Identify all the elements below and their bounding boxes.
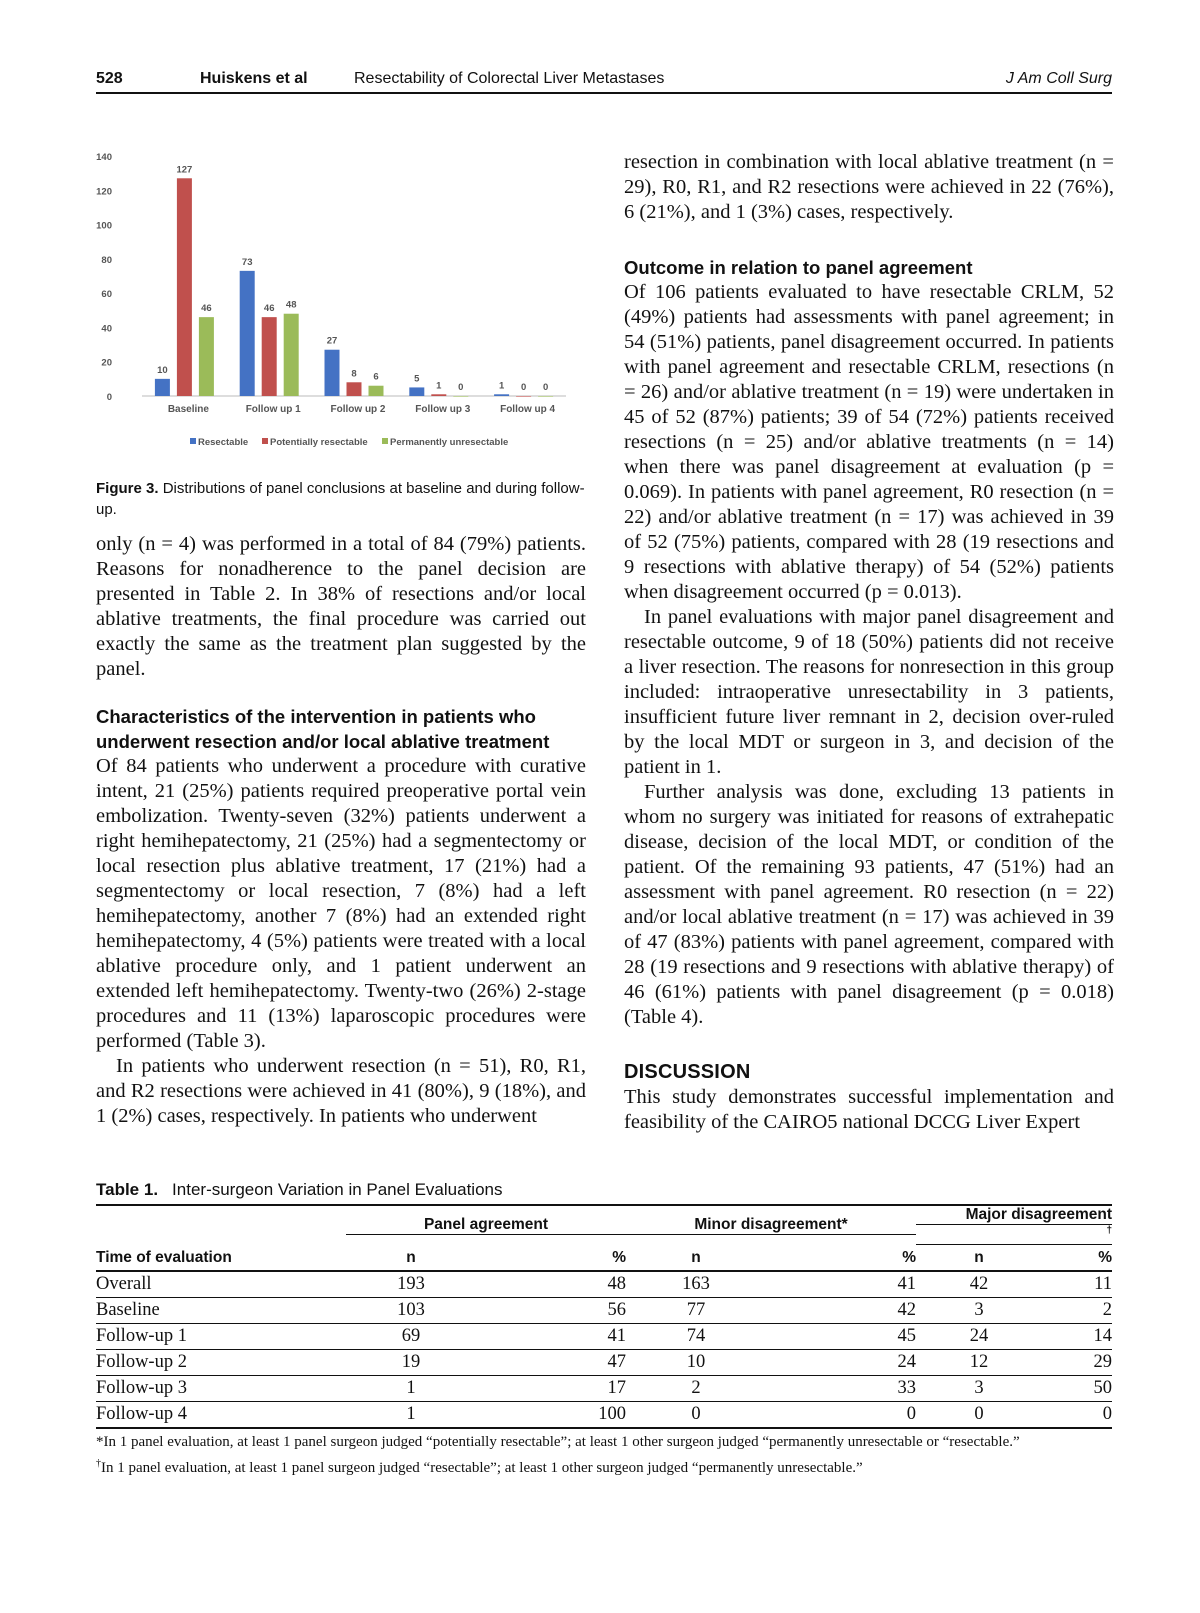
cell-n: 103: [346, 1298, 476, 1324]
table-row: [96, 1298, 1112, 1324]
cell-pct: 100: [476, 1402, 626, 1429]
cell-n: 3: [916, 1298, 1042, 1324]
figure-caption: [96, 478, 586, 520]
bar-permanently-unresectable: [199, 317, 214, 396]
x-tick-label: Baseline: [167, 404, 209, 415]
dagger-marker: †: [96, 1458, 101, 1470]
x-tick-label: Follow up 2: [330, 404, 386, 415]
table-row: [96, 1324, 1112, 1350]
data-label: 0: [458, 382, 464, 393]
cell-n: 2: [626, 1376, 766, 1402]
cell-pct: 42: [766, 1298, 916, 1324]
bar-permanently-unresectable: [453, 396, 468, 397]
header-n: n: [916, 1245, 1042, 1271]
data-label: 5: [414, 373, 420, 385]
right-paragraph-4: Further analysis was done, excluding 13 patients in whom no surgery was initiated for reasons of extrahepatic disease, decision of the local MDT, or condition of the patient. Of the remaining 93 patients, 47 (51%) had an assessment with panel agreement. R0 resection (n = 22) and/or local ablative treatment (n = 17) was achieved in 39 of 47 (83%) patients with panel agreement, compared with 28 (19 resections and 9 resections with ablative therapy) of 46 (61%) patients with panel disagreement (p = 0.018) (Table 4).: [624, 781, 1114, 1028]
data-label: 10: [157, 364, 168, 376]
bar-permanently-unresectable: [538, 396, 553, 397]
row-label: Follow-up 1: [96, 1324, 346, 1350]
cell-n: 1: [346, 1402, 476, 1429]
right-paragraph-3: In panel evaluations with major panel disagreement and resectable outcome, 9 of 18 (50%) patients did not receive a liver resection. The reasons for nonresection in this group included: intraoperative unresectability in 3 patients, insufficient future liver remnant in 2, decision over-ruled by the local MDT or surgeon in 3, and decision of the patient in 1.: [624, 606, 1114, 778]
group-header-minor-disagreement: Minor disagreement*: [626, 1205, 916, 1245]
bar-resectable: [155, 379, 170, 396]
cell-n: 74: [626, 1324, 766, 1350]
table-title-text: Inter-surgeon Variation in Panel Evaluations: [172, 1180, 503, 1199]
table-group-header-row: [96, 1205, 1112, 1245]
data-label: 0: [542, 382, 549, 393]
right-paragraph-5: This study demonstrates successful implementation and feasibility of the CAIRO5 national DCCG Liver Expert: [624, 1086, 1114, 1133]
legend-label: Potentially resectable: [270, 437, 368, 448]
cell-pct: 45: [766, 1324, 916, 1350]
cell-pct: 0: [766, 1402, 916, 1429]
y-tick-label: 80: [101, 254, 112, 266]
legend-label: Permanently unresectable: [390, 437, 509, 448]
bar-resectable: [240, 271, 255, 396]
figure-caption-label: Figure 3.: [96, 480, 159, 497]
cell-pct: 17: [476, 1376, 626, 1402]
legend-swatch: [382, 438, 388, 444]
bar-permanently-unresectable: [369, 386, 384, 396]
right-paragraph-1: resection in combination with local ablative treatment (n = 29), R0, R1, and R2 resections were achieved in 22 (76%), 6 (21%), and 1 (3%) cases, respectively.: [624, 151, 1114, 223]
cell-pct: 41: [476, 1324, 626, 1350]
y-tick-label: 100: [96, 220, 112, 232]
row-label: Overall: [96, 1271, 346, 1298]
x-tick-label: Follow up 4: [500, 404, 556, 415]
table-sub-header-row: [96, 1245, 1112, 1271]
dagger-marker: †: [1106, 1225, 1112, 1236]
data-label: 8: [351, 368, 357, 380]
cell-n: 3: [916, 1376, 1042, 1402]
bar-resectable: [409, 387, 424, 396]
y-tick-label: 0: [106, 392, 112, 403]
data-label: 0: [520, 382, 527, 393]
data-label: 127: [176, 164, 193, 176]
bar-potentially-resectable: [516, 396, 531, 397]
cell-pct: 24: [766, 1350, 916, 1376]
table-label: Table 1.: [96, 1180, 159, 1199]
y-tick-label: 40: [101, 323, 112, 335]
running-authors: Huiskens et al: [200, 70, 308, 87]
row-label: Baseline: [96, 1298, 346, 1324]
header-pct: %: [476, 1245, 626, 1271]
header-n: n: [626, 1245, 766, 1271]
cell-pct: 56: [476, 1298, 626, 1324]
y-tick-label: 140: [96, 152, 112, 163]
table-footnote-2: †In 1 panel evaluation, at least 1 panel surgeon judged “resectable”; at least 1 other surgeon judged “permanently unresectable.”: [96, 1458, 863, 1477]
left-paragraph-1: only (n = 4) was performed in a total of 84 (79%) patients. Reasons for nonadherence to the panel decision are presented in Table 2. In 38% of resections and/or local ablative treatments, the final procedure was carried out exactly the same as the treatment plan suggested by the panel.: [96, 533, 586, 680]
header-time-of-evaluation: Time of evaluation: [96, 1245, 346, 1271]
right-paragraph-2: Of 106 patients evaluated to have resectable CRLM, 52 (49%) patients had assessments with panel agreement; in 54 (51%) patients, panel disagreement occurred. In patients with panel agreement and resectable CRLM, resections (n = 26) and/or ablative treatment (n = 19) were undertaken in 45 of 52 (87%) patients; 39 of 54 (72%) patients received resections (n = 25) and/or ablative treatments (n = 14) when there was panel disagreement at evaluation (p = 0.069). In patients with panel agreement, R0 resection (n = 22) and/or ablative treatment (n = 17) was achieved in 39 of 52 (75%) patients, compared with 28 (19 resections and 9 resections with ablative therapy) of 54 (52%) patients when disagreement occurred (p = 0.013).: [624, 281, 1114, 603]
cell-n: 42: [916, 1271, 1042, 1298]
y-tick-label: 20: [101, 357, 112, 369]
page-number: 528: [96, 70, 123, 87]
cell-n: 10: [626, 1350, 766, 1376]
inter-surgeon-table: [96, 1204, 1112, 1429]
cell-pct: 48: [476, 1271, 626, 1298]
bar-resectable: [494, 394, 509, 396]
data-label: 73: [241, 256, 253, 268]
figure-3: [96, 150, 586, 470]
cell-pct: 14: [1042, 1324, 1112, 1350]
table-title: [96, 1180, 1112, 1200]
table-1: [96, 1180, 1112, 1477]
data-label: 6: [373, 371, 379, 383]
header-pct: %: [766, 1245, 916, 1271]
cell-n: 0: [916, 1402, 1042, 1429]
cell-n: 19: [346, 1350, 476, 1376]
row-label: Follow-up 3: [96, 1376, 346, 1402]
bar-permanently-unresectable: [284, 314, 299, 396]
row-label: Follow-up 2: [96, 1350, 346, 1376]
data-label: 48: [285, 299, 297, 311]
cell-n: 1: [346, 1376, 476, 1402]
left-paragraph-2: Of 84 patients who underwent a procedure with curative intent, 21 (25%) patients required preoperative portal vein embolization. Twenty-seven (32%) patients underwent a right hemihepatectomy, 21 (25%) had a segmentectomy or local resection plus ablative treatment, 17 (21%) had a segmentectomy or local resection, 7 (8%) had a left hemihepatectomy, another 7 (8%) had an extended right hemihepatectomy, 4 (5%) patients were treated with a local ablative procedure only, and 1 patient underwent an extended left hemihepatectomy. Twenty-two (26%) 2-stage procedures and 11 (13%) laparoscopic procedures were performed (Table 3).: [96, 755, 586, 1052]
table-row: [96, 1350, 1112, 1376]
table-footnote-1: *In 1 panel evaluation, at least 1 panel surgeon judged “potentially resectable”; at least 1 other surgeon judged “permanently unresectable or “resectable.”: [96, 1434, 1020, 1451]
y-tick-label: 120: [96, 186, 112, 198]
cell-n: 69: [346, 1324, 476, 1350]
cell-pct: 50: [1042, 1376, 1112, 1402]
table-row: [96, 1376, 1112, 1402]
table-row: [96, 1402, 1112, 1429]
figure-caption-text: Distributions of panel conclusions at baseline and during follow-up.: [96, 480, 585, 518]
row-label: Follow-up 4: [96, 1402, 346, 1429]
y-tick-label: 60: [101, 289, 112, 301]
header-pct: %: [1042, 1245, 1112, 1271]
data-label: 46: [263, 303, 275, 315]
group-header-major-disagreement: Major disagreement†: [916, 1205, 1112, 1245]
x-tick-label: Follow up 3: [415, 404, 471, 415]
cell-pct: 11: [1042, 1271, 1112, 1298]
table-row: [96, 1271, 1112, 1298]
cell-n: 193: [346, 1271, 476, 1298]
bar-chart: [96, 150, 586, 470]
bar-potentially-resectable: [431, 394, 446, 396]
data-label: 46: [201, 303, 212, 315]
legend-label: Resectable: [198, 437, 249, 448]
cell-pct: 2: [1042, 1298, 1112, 1324]
x-tick-label: Follow up 1: [245, 404, 301, 415]
cell-pct: 29: [1042, 1350, 1112, 1376]
cell-n: 24: [916, 1324, 1042, 1350]
running-title: Resectability of Colorectal Liver Metastases: [354, 70, 665, 87]
cell-n: 163: [626, 1271, 766, 1298]
right-column: [624, 150, 1114, 1135]
bar-potentially-resectable: [347, 382, 362, 396]
running-header: [96, 66, 1112, 94]
legend-swatch: [190, 438, 196, 444]
data-label: 27: [326, 335, 338, 347]
legend-swatch: [262, 438, 268, 444]
cell-pct: 33: [766, 1376, 916, 1402]
left-paragraph-3: In patients who underwent resection (n = 51), R0, R1, and R2 resections were achieved in 41 (80%), 9 (18%), and 1 (2%) cases, respectively. In patients who underwent: [96, 1055, 586, 1127]
section-heading-intervention: Characteristics of the intervention in patients who underwent resection and/or local ablative treatment: [96, 706, 550, 752]
bar-resectable: [325, 350, 340, 396]
section-heading-panel-agreement: Outcome in relation to panel agreement: [624, 257, 973, 278]
section-heading-discussion: DISCUSSION: [624, 1061, 751, 1083]
data-label: 1: [498, 380, 505, 392]
journal-name: J Am Coll Surg: [1005, 70, 1112, 87]
bar-potentially-resectable: [262, 317, 277, 396]
data-label: 1: [436, 380, 442, 392]
header-n: n: [346, 1245, 476, 1271]
cell-n: 0: [626, 1402, 766, 1429]
bar-potentially-resectable: [177, 178, 192, 396]
cell-pct: 0: [1042, 1402, 1112, 1429]
cell-n: 77: [626, 1298, 766, 1324]
cell-pct: 41: [766, 1271, 916, 1298]
cell-n: 12: [916, 1350, 1042, 1376]
group-header-panel-agreement: Panel agreement: [346, 1205, 626, 1245]
cell-pct: 47: [476, 1350, 626, 1376]
